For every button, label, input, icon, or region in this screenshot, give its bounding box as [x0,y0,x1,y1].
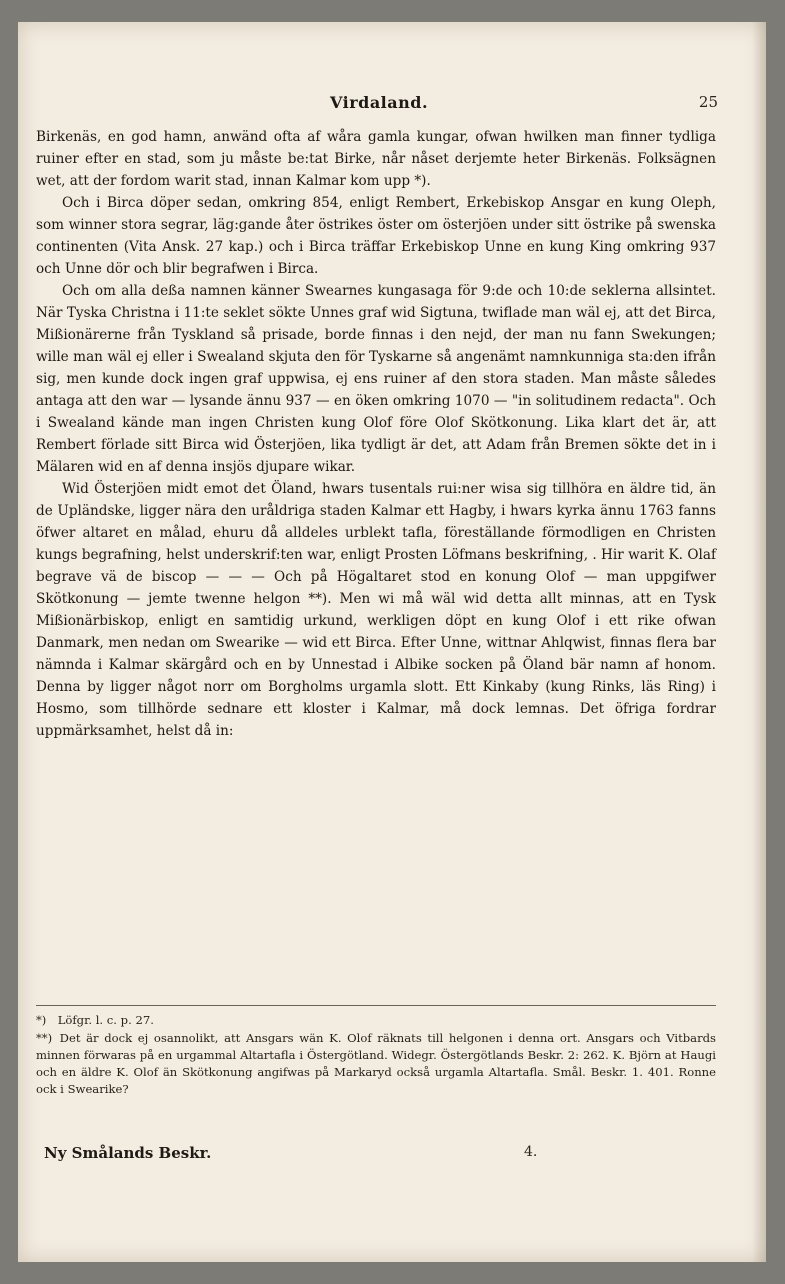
paragraph: Birkenäs, en god hamn, anwänd ofta af wåra gamla kungar, ofwan hwilken man finner tydliga ruiner efter en stad, som ju måste be:tat Birke, når nåset derjemte heter Birkenäs. Folksägnen wet, att der fordom warit stad, innan Kalmar kom upp *). [36,129,716,189]
footnotes [36,1005,716,1099]
footnote-text: Det är dock ej osannolikt, att Ansgars wän K. Olof räknats till helgonen i denna ort. Ansgars och Vitbards minnen förwaras på en urgammal Altartafla i Östergötland. Widegr. Östergötlands Beskr. 2: 262. K. Björn at Haugi och en äldre K. Olof än Skötkonung angifwas på Markaryd också urgamla Altartafla. Smål. Beskr. 1. 401. Ronne ock i Swearike? [36,1031,716,1096]
page-number: 25 [698,93,718,111]
printer-signature: Ny Smålands Beskr. [44,1144,212,1162]
signature-line [36,1144,716,1166]
footnote [36,1012,716,1029]
paragraph: Och om alla deßa namnen känner Swearnes kungasaga för 9:de och 10:de seklerna allsintet. När Tyska Christna i 11:te seklet sökte Unnes graf wid Sigtuna, twiflade man wäl ej, att det Birca, Mißionärerne från Tyskland så prisade, borde finnas i den nejd, der man nu fann Swekungen; wille man wäl ej eller i Swealand skjuta den för Tyskarne så angenämt namnkunniga sta:den ifrån sig, men kunde dock ingen graf uppwisa, ej ens ruiner af den stora staden. Man måste således antaga att den war — lysande ännu 937 — en öken omkring 1070 — "in solitudinem redacta". Och i Swealand kände man ingen Christen kung Olof före Olof Skötkonung. Lika klart det är, att Rembert förlade sitt Birca wid Österjöen, lika tydligt är det, att Adam från Bremen sökte det in i Mälaren wid en af denna insjös djupare wikar. [36,283,716,475]
running-title: Virdaland. [329,93,429,112]
paragraph: Wid Österjöen midt emot det Öland, hwars tusentals rui:ner wisa sig tillhöra en äldre tid, än de Upländske, ligger nära den uråldriga staden Kalmar ett Hagby, i hwars kyrka ännu 1763 fanns öfwer altaret en målad, ehuru då alldeles urblekt tafla, föreställande förmodligen en Christen kungs begrafning, helst underskrif:ten war, enligt Prosten Löfmans beskrifning, . Hir warit K. Olaf begrave vä de biscop — — — Och på Högaltaret stod en konung Olof — man uppgifwer Skötkonung — jemte twenne helgon **). Men wi må wäl wid detta allt minnas, att en Tysk Mißionärbiskop, enligt en samtidig urkund, werkligen döpt en kung Olof i ett rike ofwan Danmark, men nedan om Swearike — wid ett Birca. Efter Unne, wittnar Ahlqwist, finnas flera bar nämnda i Kalmar skärgård och en by Unnestad i Albike socken på Öland bär namn af honom. Denna by ligger något norr om Borgholms urgamla slott. Ett Kinkaby (kung Rinks, läs Ring) i Hosmo, som tillhörde sednare ett kloster i Kalmar, må dock lemnas. Det öfriga fordrar uppmärksamhet, helst då in: [36,481,716,739]
sheet-number: 4. [524,1144,538,1160]
paragraph: Och i Birca döper sedan, omkring 854, enligt Rembert, Erkebiskop Ansgar en kung Oleph, som winner stora segrar, läg:gande åter östrikes öster om österjöen under sitt östrike på swenska continenten (Vita Ansk. 27 kap.) och i Birca träffar Erkebiskop Unne en kung King omkring 937 och Unne dör och blir begrafwen i Birca. [36,195,716,277]
page-header [34,93,724,119]
footnote-mark: *) [36,1013,47,1027]
footnote [36,1030,716,1098]
footnote-text: Löfgr. l. c. p. 27. [57,1013,154,1027]
footnote-mark: **) [36,1031,53,1045]
body-text [36,126,716,742]
